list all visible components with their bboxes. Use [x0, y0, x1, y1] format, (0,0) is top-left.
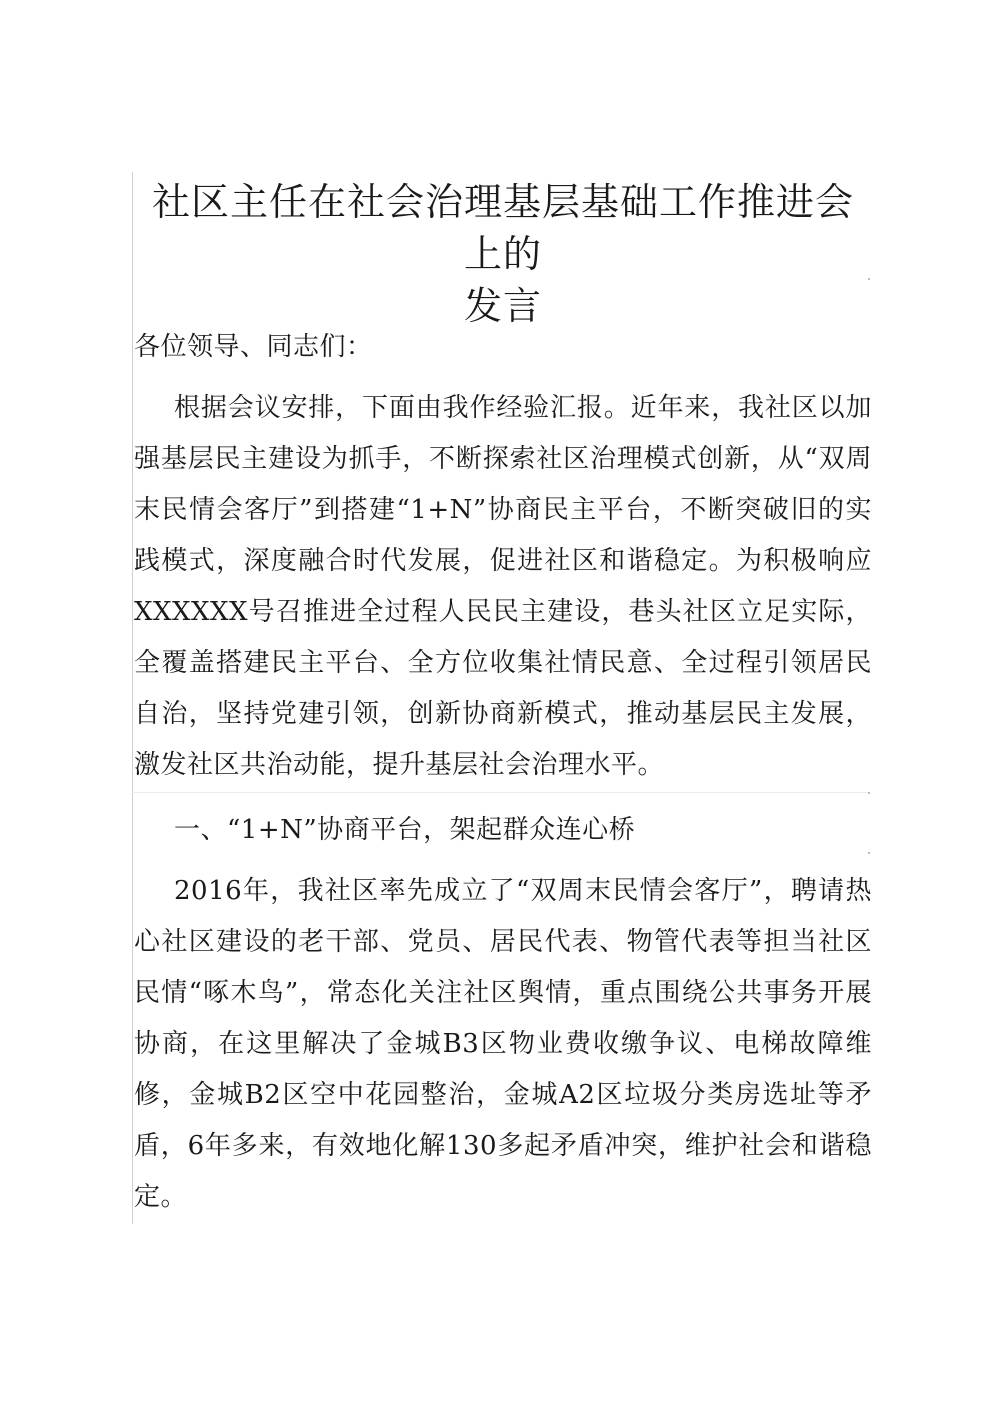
section-heading-1: 一、“1+N”协商平台，架起群众连心桥 [174, 815, 636, 845]
title-line-2: 发言 [463, 284, 542, 328]
title-line-1: 社区主任在社会治理基层基础工作推进会上的 [151, 180, 854, 276]
salutation: 各位领导、同志们： [134, 332, 373, 362]
corner-mark [868, 792, 870, 794]
corner-mark [868, 852, 870, 854]
corner-mark [868, 278, 870, 280]
paragraph-divider [132, 792, 870, 793]
document-title [134, 176, 872, 332]
paragraph-section-1: 2016年，我社区率先成立了“双周末民情会客厅”，聘请热心社区建设的老干部、党员、居民代表、物管代表等担当社区民情“啄木鸟”，常态化关注社区舆情，重点围绕公共事务开展协商，在这里解决了金城B3区物业费收缴争议、电梯故障维修，金城B2区空中花园整治，金城A2区垃圾分类房选址等矛盾，6年多来，有效地化解130多起矛盾冲突，维护社会和谐稳定。 [134, 876, 872, 1212]
paragraph-intro: 根据会议安排，下面由我作经验汇报。近年来，我社区以加强基层民主建设为抓手，不断探索社区治理模式创新，从“双周末民情会客厅”到搭建“1+N”协商民主平台，不断突破旧的实践模式，深度融合时代发展，促进社区和谐稳定。为积极响应XXXXXX号召推进全过程人民民主建设，巷头社区立足实际，全覆盖搭建民主平台、全方位收集社情民意、全过程引领居民自治，坚持党建引领，创新协商新模式，推动基层民主发展，激发社区共治动能，提升基层社会治理水平。 [134, 393, 872, 780]
left-margin-line [132, 172, 133, 1224]
document-body [134, 322, 872, 1223]
